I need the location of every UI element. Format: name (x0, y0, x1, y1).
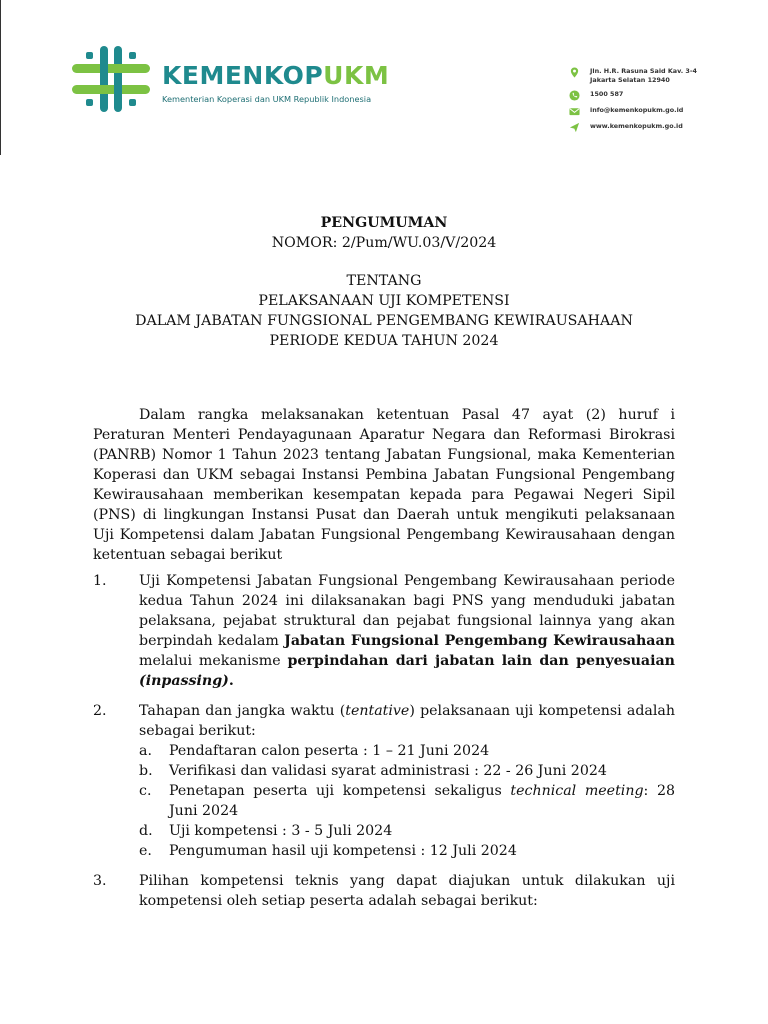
brand-name (162, 62, 389, 90)
list-item (93, 701, 675, 861)
contact-address-text: Jln. H.R. Rasuna Said Kav. 3-4 Jakarta Selatan 12940 (590, 67, 697, 84)
sub-item-letter: e. (139, 843, 152, 859)
contact-email-text: info@kemenkopukm.go.id (590, 106, 684, 114)
item2-text-end: ) pelaksanaan uji kompetensi adalah sebagai berikut: (139, 703, 675, 739)
sub-item-text-end: : 28 Juni 2024 (169, 783, 676, 819)
sub-item-text: Pendaftaran calon peserta : 1 – 21 Juni 2024 (169, 743, 490, 759)
contact-website (569, 122, 759, 133)
location-pin-icon (569, 67, 580, 78)
item1-text: Uji Kompetensi Jabatan Fungsional Pengembang Kewirausahaan periode kedua Tahun 2024 ini dilaksanakan bagi PNS yang menduduki jabatan pelaksana, pejabat struktural dan pejabat fungsional lainnya yang akan berpindah kedalam (139, 573, 675, 649)
email-icon (569, 106, 580, 117)
sub-item (139, 841, 675, 861)
sub-item-italic: technical meeting (510, 783, 644, 799)
sub-item-text: Verifikasi dan validasi syarat administrasi : 22 - 26 Juni 2024 (169, 763, 607, 779)
list-item-number: 3. (93, 873, 107, 889)
contact-phone (569, 90, 759, 101)
sub-item-letter: d. (139, 823, 153, 839)
kemenkopukm-logo-icon (72, 46, 150, 112)
intro-paragraph: Dalam rangka melaksanakan ketentuan Pasal 47 ayat (2) huruf i Peraturan Menteri Pendayagunaan Aparatur Negara dan Reformasi Birokrasi (PANRB) Nomor 1 Tahun 2023 tentang Jabatan Fungsional, maka Kementerian Koperasi dan UKM sebagai Instansi Pembina Jabatan Fungsional Pengembang Kewirausahaan memberikan kesempatan kepada para Pegawai Negeri Sipil (PNS) di lingkungan Instansi Pusat dan Daerah untuk mengikuti pelaksanaan Uji Kompetensi dalam Jabatan Fungsional Pengembang Kewirausahaan dengan ketentuan sebagai berikut (93, 407, 675, 563)
brand-name-part1: KEMENKOP (162, 61, 324, 90)
announcement-document (93, 213, 675, 921)
item3-text: Pilihan kompetensi teknis yang dapat diajukan untuk dilakukan uji kompetensi oleh setiap peserta adalah sebagai berikut: (139, 873, 675, 909)
sub-item (139, 761, 675, 781)
web-icon (569, 122, 580, 133)
sub-item-text: Penetapan peserta uji kompetensi sekaligus (169, 783, 511, 799)
list-item-number: 2. (93, 703, 107, 719)
sub-item-letter: c. (139, 783, 152, 799)
provisions-list (93, 571, 675, 911)
contact-website-text: www.kemenkopukm.go.id (590, 122, 683, 130)
sub-item (139, 741, 675, 761)
sub-item-letter: b. (139, 763, 153, 779)
brand-block (162, 62, 389, 104)
phone-icon (569, 90, 580, 101)
subject-line: PERIODE KEDUA TAHUN 2024 (269, 333, 499, 349)
list-item (93, 871, 675, 911)
item1-text-mid: melalui mekanisme (139, 653, 288, 669)
list-item (93, 571, 675, 691)
item1-bold-jabatan: Jabatan Fungsional Pengembang Kewirausahaan (284, 633, 675, 649)
document-number: NOMOR: 2/Pum/WU.03/V/2024 (271, 235, 497, 251)
subject-line: TENTANG (346, 273, 422, 289)
subject-line: DALAM JABATAN FUNGSIONAL PENGEMBANG KEWIRAUSAHAAN (135, 313, 633, 329)
sub-item (139, 821, 675, 841)
brand-tagline: Kementerian Koperasi dan UKM Republik Indonesia (162, 94, 372, 104)
sub-item-text: Uji kompetensi : 3 - 5 Juli 2024 (169, 823, 393, 839)
document-title: PENGUMUMAN (320, 215, 448, 231)
item1-bold-end: . (228, 673, 234, 689)
item1-bold-mekanisme: perpindahan dari jabatan lain dan penyesuaian (287, 653, 675, 669)
contact-list (569, 67, 759, 138)
brand-name-part2: UKM (323, 61, 390, 90)
contact-address (569, 67, 759, 85)
item2-italic-tentative: tentative (345, 703, 410, 719)
subject-line: PELAKSANAAN UJI KOMPETENSI (258, 293, 510, 309)
item2-text: Tahapan dan jangka waktu ( (139, 703, 346, 719)
contact-email (569, 106, 759, 117)
page-edge-line (0, 0, 1, 155)
list-item-number: 1. (93, 573, 107, 589)
sub-item (139, 781, 675, 821)
sub-item-letter: a. (139, 743, 152, 759)
subject-heading (93, 271, 675, 351)
contact-phone-text: 1500 587 (590, 90, 624, 98)
item1-bold-italic-inpassing: (inpassing) (139, 673, 229, 689)
sub-item-text: Pengumuman hasil uji kompetensi : 12 Juli 2024 (169, 843, 517, 859)
